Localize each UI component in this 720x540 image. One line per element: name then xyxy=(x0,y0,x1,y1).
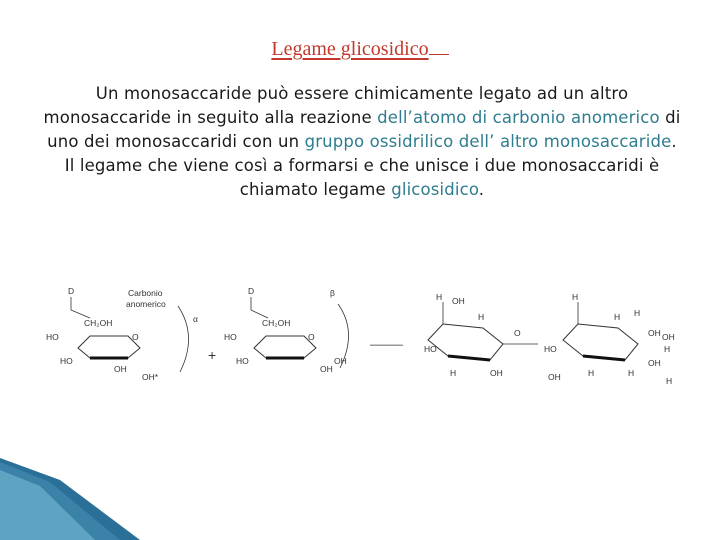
right-ho-top: HO xyxy=(224,332,237,342)
paragraph-part-1: Un monosaccaride può essere chimicamente legato ad un altro monosaccaride in seguito alla reazione xyxy=(43,84,629,127)
product-h-right3: H xyxy=(634,308,641,318)
paragraph-highlight-glicosidico: glicosidico xyxy=(391,180,479,199)
paragraph-part-8: . xyxy=(478,180,485,199)
slide-title xyxy=(0,38,720,61)
paragraph-part-5: . xyxy=(671,132,677,151)
product-ho-mid: HO xyxy=(544,344,557,354)
product-h-mid: H xyxy=(588,368,595,378)
product-h-right4: H xyxy=(664,344,671,354)
product-disaccharide xyxy=(424,292,675,386)
left-oh-anomeric: OH* xyxy=(142,372,159,382)
paragraph-part-6: Il legame che viene così a formarsi e che unisce i due monosaccaridi è chiamato legame xyxy=(64,156,660,199)
left-o: O xyxy=(132,332,139,342)
right-monosaccharide xyxy=(224,286,349,374)
paragraph-highlight-anomeric: dell’atomo di carbonio anomerico xyxy=(377,108,660,127)
left-callout-line1: Carbonio xyxy=(128,288,163,298)
product-oh-top-left: OH xyxy=(452,296,465,306)
right-ho-mid: HO xyxy=(236,356,249,366)
product-h-top: H xyxy=(436,292,443,302)
product-oh-right3: OH xyxy=(662,332,675,342)
body-paragraph xyxy=(40,82,684,202)
title-underline-tail xyxy=(429,38,449,55)
product-oh-mid: OH xyxy=(490,368,503,378)
right-oh-bottom: OH xyxy=(320,364,333,374)
paragraph-part-3: di uno dei monosaccaridi con un xyxy=(47,108,681,151)
left-callout-arrow xyxy=(178,306,189,372)
product-h-bottom: H xyxy=(628,368,635,378)
slide-title-text: Legame glicosidico xyxy=(271,38,429,60)
product-ho-left: HO xyxy=(424,344,437,354)
arrow-dash: ——— xyxy=(370,339,403,351)
right-d-label: D xyxy=(248,286,255,296)
left-alpha-label: α xyxy=(193,314,198,324)
product-h-right: H xyxy=(614,312,621,322)
left-callout-line2: anomerico xyxy=(126,299,166,309)
product-h-right5: H xyxy=(666,376,673,386)
product-oh-right2: OH xyxy=(648,358,661,368)
right-o: O xyxy=(308,332,315,342)
product-h-top2: H xyxy=(478,312,485,322)
reaction-diagram xyxy=(38,276,688,396)
right-beta-label: β xyxy=(330,288,335,298)
product-h-left: H xyxy=(450,368,457,378)
product-o-link: O xyxy=(514,328,521,338)
plus-sign: + xyxy=(208,347,217,363)
left-ch2oh: CH₂OH xyxy=(84,318,113,328)
left-ho-mid: HO xyxy=(60,356,73,366)
left-d-label: D xyxy=(68,286,75,296)
product-oh-bottom: OH xyxy=(548,372,561,382)
right-oh-right: OH xyxy=(334,356,347,366)
right-ch2oh: CH₂OH xyxy=(262,318,291,328)
left-oh-bottom: OH xyxy=(114,364,127,374)
product-h-top3: H xyxy=(572,292,579,302)
reaction-figure xyxy=(38,276,688,396)
left-ho-top: HO xyxy=(46,332,59,342)
left-monosaccharide xyxy=(46,286,198,382)
decorative-corner-swoosh xyxy=(0,440,720,540)
product-oh-right: OH xyxy=(648,328,661,338)
paragraph-highlight-hydroxyl: gruppo ossidrilico dell’ altro monosaccaride xyxy=(304,132,672,151)
